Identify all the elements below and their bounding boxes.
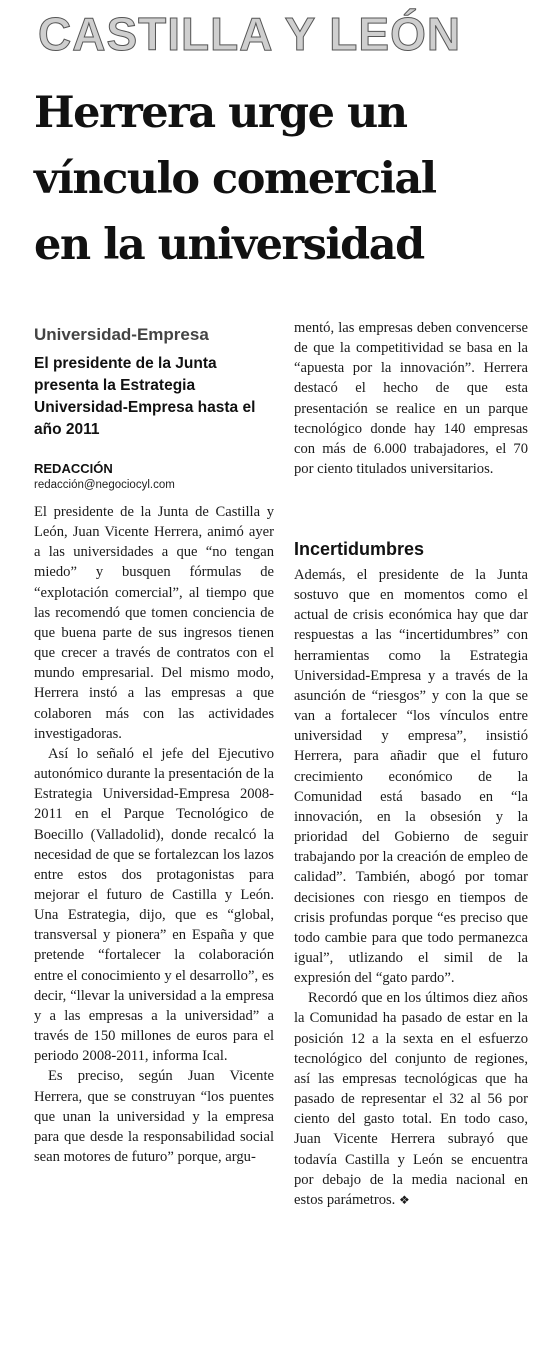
paragraph: mentó, las empresas deben convencerse de que la competitividad se basa en la “apuesta por la innovación”. Herrera destacó el hecho de que esta presentación se realice en un parque tecnológico donde hay 140 empresas con más de 6.000 trabajadores, el 70 por ciento titulados universitarios. [294,320,528,478]
paragraph: Además, el presidente de la Junta sostuvo que en momentos como el actual de crisis económica hay que dar respuestas a las “incertidumbres” con herramientas como la Estrategia Universidad-Empresa y a través de la asunción de “riesgos” y con la que se van a fortalecer “los vínculos entre universidad y empresa”, insistió Herrera, para añadir que el futuro crecimiento económico de la Comunidad está basado en “la innovación, en la obsesión y la prioridad del Gobierno de seguir trabajando por la creación de empleo de calidad”. También, abogó por tomar decisiones con riesgo en tiempos de crisis profundas porque “es preciso que todo cambie para que todo permanezca igual”, utlizando el simil de la expresión del “gato pardo”. [294,567,528,987]
end-mark-icon: ❖ [398,1192,410,1207]
paragraph: El presidente de la Junta de Castilla y León, Juan Vicente Herrera, animó ayer a las universidades a que “no tengan miedo” y busquen fórmulas de “explotación comercial”, al tiempo que las recomendó que tomen conciencia de que buena parte de sus ingresos tienen que crecer a través de contratos con el mundo empresarial. Del mismo modo, Herrera instó a las empresas a que colaboren más con las actividades investigadoras. [34,504,274,742]
kicker: Universidad-Empresa [34,325,209,344]
section-title: CASTILLA Y LEÓN [38,8,462,60]
headline [34,80,534,278]
subsection-heading: Incertidumbres [294,539,425,559]
paragraph [294,988,528,1210]
right-column-body-bottom [294,565,528,1210]
paragraph-text: Recordó que en los últimos diez años la Comunidad ha pasado de estar en la posición 12 a la sexta en el esfuerzo tecnológico del conjunto de regiones, así las empresas tecnológicas que ha pasado de representar el 32 al 56 por ciento del gasto total. En todo caso, Juan Vicente Herrera subrayó que todavía Castilla y León se encuentra por debajo de la media nacional en estos parámetros. [294,990,528,1208]
byline: REDACCIÓN [34,461,113,476]
right-column-body-top [294,318,528,479]
headline-line-2: vínculo comercial [34,154,436,204]
author-email: redacción@negociocyl.com [34,479,175,491]
paragraph: Es preciso, según Juan Vicente Herrera, que se construyan “los puentes que unan la universidad y la empresa para que desde la responsabilidad social sean motores de futuro” porque, argu- [34,1068,274,1165]
subhead: El presidente de la Junta presenta la Estrategia Universidad-Empresa hasta el año 2011 [34,355,256,438]
headline-line-1: Herrera urge un [34,88,407,138]
paragraph: Así lo señaló el jefe del Ejecutivo autonómico durante la presentación de la Estrategia Universidad-Empresa 2008-2011 en el Parque Tecnológico de Boecillo (Valladolid), donde recalcó la necesidad de que se fortalezcan los lazos entre estos dos protagonistas para mejorar el futuro de Castilla y León. Una Estrategia, dijo, que es “global, transversal y pionera” en España y que pretende “fortalecer la colaboración entre el conocimiento y el desarrollo”, es decir, “llevar la universidad a la empresa y a las empresas a la universidad” a través de 150 millones de euros para el periodo 2008-2011, informa Ical. [34,745,274,1065]
headline-line-3: en la universidad [34,220,424,270]
left-column-body [34,502,274,1167]
